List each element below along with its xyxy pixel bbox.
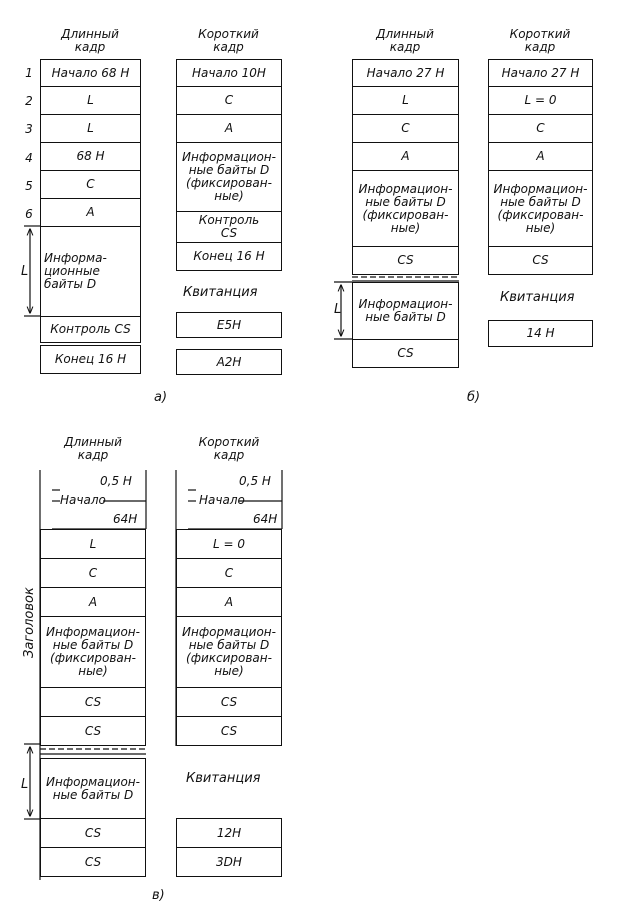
short-frame-header: Короткий кадр bbox=[198, 27, 259, 54]
info-bytes-field: Информацион- ные байты D (фиксирован- ные) bbox=[176, 142, 282, 212]
row-number: 1 bbox=[25, 66, 33, 80]
frame-field: L bbox=[40, 529, 146, 559]
ack-field: E5H bbox=[176, 312, 282, 338]
frame-field: A bbox=[352, 142, 459, 171]
frame-field: C bbox=[176, 558, 282, 588]
checksum-field: CS bbox=[352, 339, 459, 368]
frame-field: Начало 68 H bbox=[40, 59, 141, 87]
short-frame-header: Короткий кадр bbox=[509, 27, 571, 54]
ack-field: 14 H bbox=[488, 320, 593, 347]
frame-field: C bbox=[352, 114, 459, 143]
info-bytes-field: Информацион- ные байты D (фиксирован- ные) bbox=[488, 170, 593, 247]
ack-field: 3DH bbox=[176, 847, 282, 877]
frame-field: L bbox=[352, 86, 459, 115]
length-label: L bbox=[334, 302, 342, 317]
frame-field: C bbox=[488, 114, 593, 143]
checksum-field: Контроль CS bbox=[176, 211, 282, 243]
frame-field: A bbox=[488, 142, 593, 171]
checksum-field: CS bbox=[40, 687, 146, 717]
checksum-field: CS bbox=[40, 716, 146, 746]
frame-field: L = 0 bbox=[488, 86, 593, 115]
panel-caption: в) bbox=[152, 888, 165, 903]
frame-field: Начало 10H bbox=[176, 59, 282, 87]
checksum-field: CS bbox=[40, 818, 146, 848]
panel-caption: а) bbox=[154, 390, 168, 405]
start-byte-bottom: 64H bbox=[113, 512, 138, 526]
checksum-field: CS bbox=[176, 687, 282, 717]
checksum-field: CS bbox=[352, 246, 459, 275]
frame-field: A bbox=[176, 114, 282, 143]
long-frame-header: Длинный кадр bbox=[61, 27, 119, 54]
start-byte-top: 0,5 H bbox=[239, 474, 271, 488]
info-bytes-field: Информацион- ные байты D (фиксирован- ные) bbox=[352, 170, 459, 247]
ack-title: Квитанция bbox=[186, 771, 261, 786]
frame-field: 68 H bbox=[40, 142, 141, 171]
checksum-field: CS bbox=[40, 847, 146, 877]
start-label: Начало bbox=[199, 493, 245, 507]
ack-title: Квитанция bbox=[500, 290, 575, 305]
frame-field: C bbox=[176, 86, 282, 115]
header-section-label: Заголовок bbox=[22, 587, 37, 658]
panel-caption: б) bbox=[467, 390, 481, 405]
frame-field: L = 0 bbox=[176, 529, 282, 559]
info-bytes-field: Информа- ционные байты D bbox=[40, 226, 141, 317]
ack-title: Квитанция bbox=[183, 285, 258, 300]
info-bytes-field: Информацион- ные байты D bbox=[40, 758, 146, 819]
short-frame-header: Короткий кадр bbox=[198, 435, 260, 462]
frame-field: A bbox=[40, 587, 146, 617]
frame-field: A bbox=[40, 198, 141, 227]
checksum-field: CS bbox=[488, 246, 593, 275]
frame-field: A bbox=[176, 587, 282, 617]
row-number: 3 bbox=[25, 122, 33, 136]
start-byte-bottom: 64H bbox=[253, 512, 278, 526]
info-bytes-field: Информацион- ные байты D (фиксирован- ные) bbox=[176, 616, 282, 688]
checksum-field: Контроль CS bbox=[40, 316, 141, 343]
ack-field: A2H bbox=[176, 349, 282, 375]
row-number: 2 bbox=[25, 94, 33, 108]
row-number: 6 bbox=[25, 207, 33, 221]
frame-field: L bbox=[40, 114, 141, 143]
end-field: Конец 16 H bbox=[176, 242, 282, 271]
length-label: L bbox=[21, 264, 29, 279]
length-label: L bbox=[21, 777, 29, 792]
frame-field: C bbox=[40, 170, 141, 199]
info-bytes-field: Информацион- ные байты D (фиксирован- ные) bbox=[40, 616, 146, 688]
row-number: 4 bbox=[25, 151, 33, 165]
long-frame-header: Длинный кадр bbox=[376, 27, 434, 54]
frame-field: Начало 27 H bbox=[352, 59, 459, 87]
long-frame-header: Длинный кадр bbox=[64, 435, 122, 462]
end-field: Конец 16 H bbox=[40, 345, 141, 374]
ack-field: 12H bbox=[176, 818, 282, 848]
info-bytes-field: Информацион- ные байты D bbox=[352, 282, 459, 340]
frame-field: L bbox=[40, 86, 141, 115]
start-byte-top: 0,5 H bbox=[100, 474, 132, 488]
start-label: Начало bbox=[60, 493, 106, 507]
frame-field: Начало 27 H bbox=[488, 59, 593, 87]
frame-field: C bbox=[40, 558, 146, 588]
checksum-field: CS bbox=[176, 716, 282, 746]
row-number: 5 bbox=[25, 179, 33, 193]
